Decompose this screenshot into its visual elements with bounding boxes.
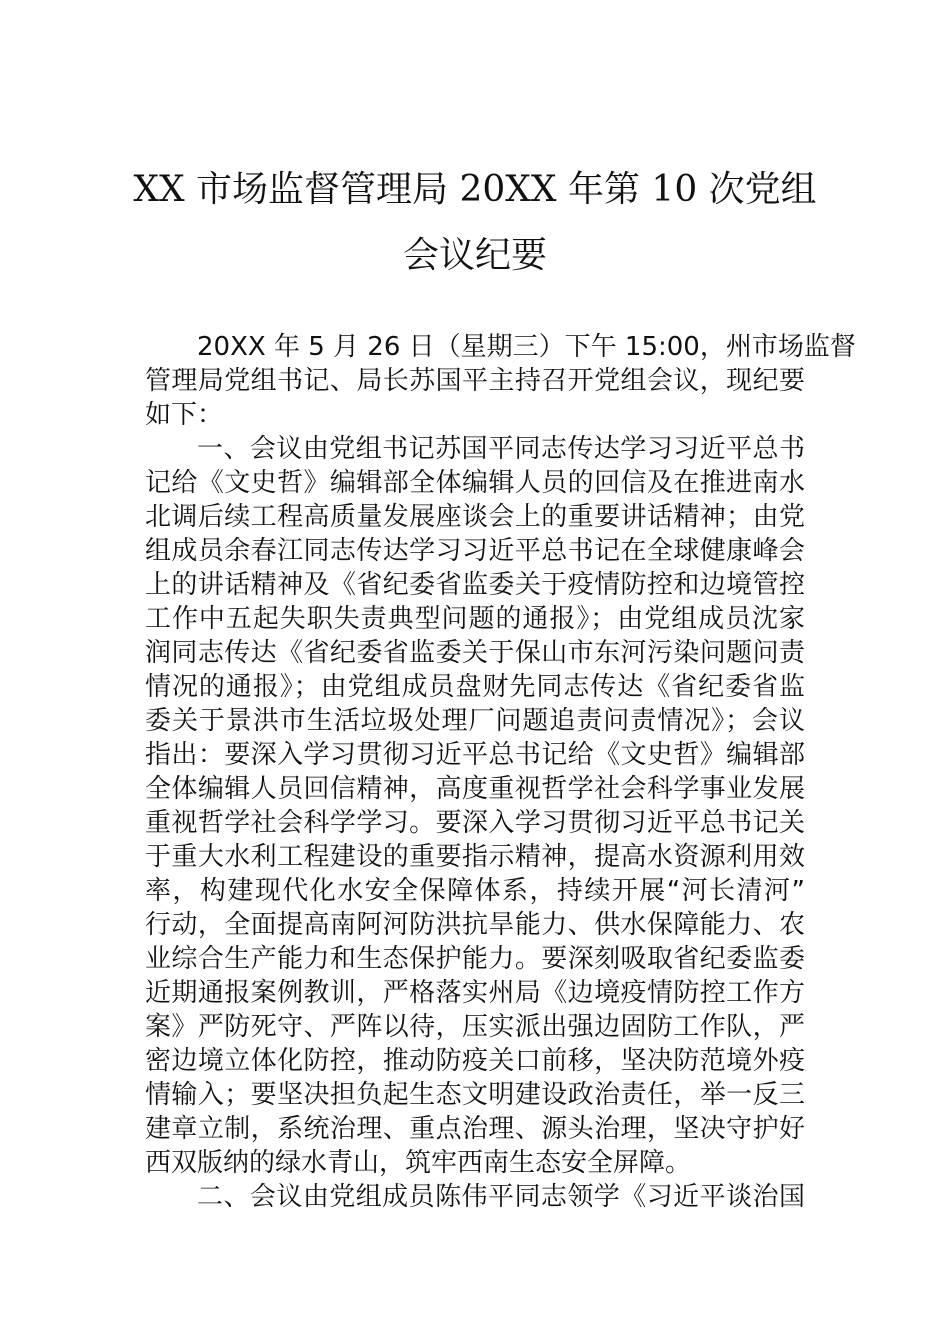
paragraph-2-line-14: 率，构建现代化水安全保障体系，持续开展“河长清河” <box>145 876 805 906</box>
paragraph-2-line-21: 建章立制，系统治理、重点治理、源头治理，坚决守护好 <box>145 1114 805 1144</box>
paragraph-2-line-8: 情况的通报》；由党组成员盘财先同志传达《省纪委省监 <box>145 672 805 702</box>
paragraph-2-line-22: 西双版纳的绿水青山，筑牢西南生态安全屏障。 <box>145 1148 692 1178</box>
document-title-line-1: XX 市场监督管理局 20XX 年第 10 次党组 <box>133 169 817 210</box>
paragraph-2-line-9: 委关于景洪市生活垃圾处理厂问题追责问责情况》；会议 <box>145 706 805 736</box>
paragraph-2-line-3: 北调后续工程高质量发展座谈会上的重要讲话精神；由党 <box>145 502 805 532</box>
paragraph-2-line-6: 工作中五起失职失责典型问题的通报》；由党组成员沈家 <box>145 604 805 634</box>
paragraph-2-line-18: 案》严防死守、严阵以待，压实派出强边固防工作队，严 <box>145 1012 805 1042</box>
paragraph-1-line-3: 如下： <box>145 400 224 430</box>
paragraph-2-line-7: 润同志传达《省纪委省监委关于保山市东河污染问题问责 <box>145 638 805 668</box>
paragraph-2-line-12: 重视哲学社会科学学习。要深入学习贯彻习近平总书记关 <box>145 808 805 838</box>
paragraph-3-line-1: 二、会议由党组成员陈伟平同志领学《习近平谈治国 <box>197 1182 805 1212</box>
paragraph-1-line-2: 管理局党组书记、局长苏国平主持召开党组会议，现纪要 <box>145 366 805 396</box>
document-title-line-2: 会议纪要 <box>402 235 547 276</box>
paragraph-2-line-4: 组成员余春江同志传达学习习近平总书记在全球健康峰会 <box>145 536 805 566</box>
paragraph-2-line-5: 上的讲话精神及《省纪委省监委关于疫情防控和边境管控 <box>145 570 805 600</box>
paragraph-2-line-19: 密边境立体化防控，推动防疫关口前移，坚决防范境外疫 <box>145 1046 805 1076</box>
paragraph-2-line-10: 指出：要深入学习贯彻习近平总书记给《文史哲》编辑部 <box>145 740 805 770</box>
paragraph-2-line-11: 全体编辑人员回信精神，高度重视哲学社会科学事业发展 <box>145 774 805 804</box>
paragraph-2-line-13: 于重大水利工程建设的重要指示精神，提高水资源利用效 <box>145 842 805 872</box>
paragraph-2-line-15: 行动，全面提高南阿河防洪抗旱能力、供水保障能力、农 <box>145 910 805 940</box>
paragraph-2-line-20: 情输入；要坚决担负起生态文明建设政治责任，举一反三 <box>145 1080 805 1110</box>
paragraph-2-line-1: 一、会议由党组书记苏国平同志传达学习习近平总书 <box>197 434 805 464</box>
paragraph-2-line-17: 近期通报案例教训，严格落实州局《边境疫情防控工作方 <box>145 978 805 1008</box>
paragraph-2-line-2: 记给《文史哲》编辑部全体编辑人员的回信及在推进南水 <box>145 468 805 498</box>
paragraph-1-line-1: 20XX 年 5 月 26 日（星期三）下午 15:00，州市场监督 <box>197 332 856 362</box>
paragraph-2-line-16: 业综合生产能力和生态保护能力。要深刻吸取省纪委监委 <box>145 944 805 974</box>
